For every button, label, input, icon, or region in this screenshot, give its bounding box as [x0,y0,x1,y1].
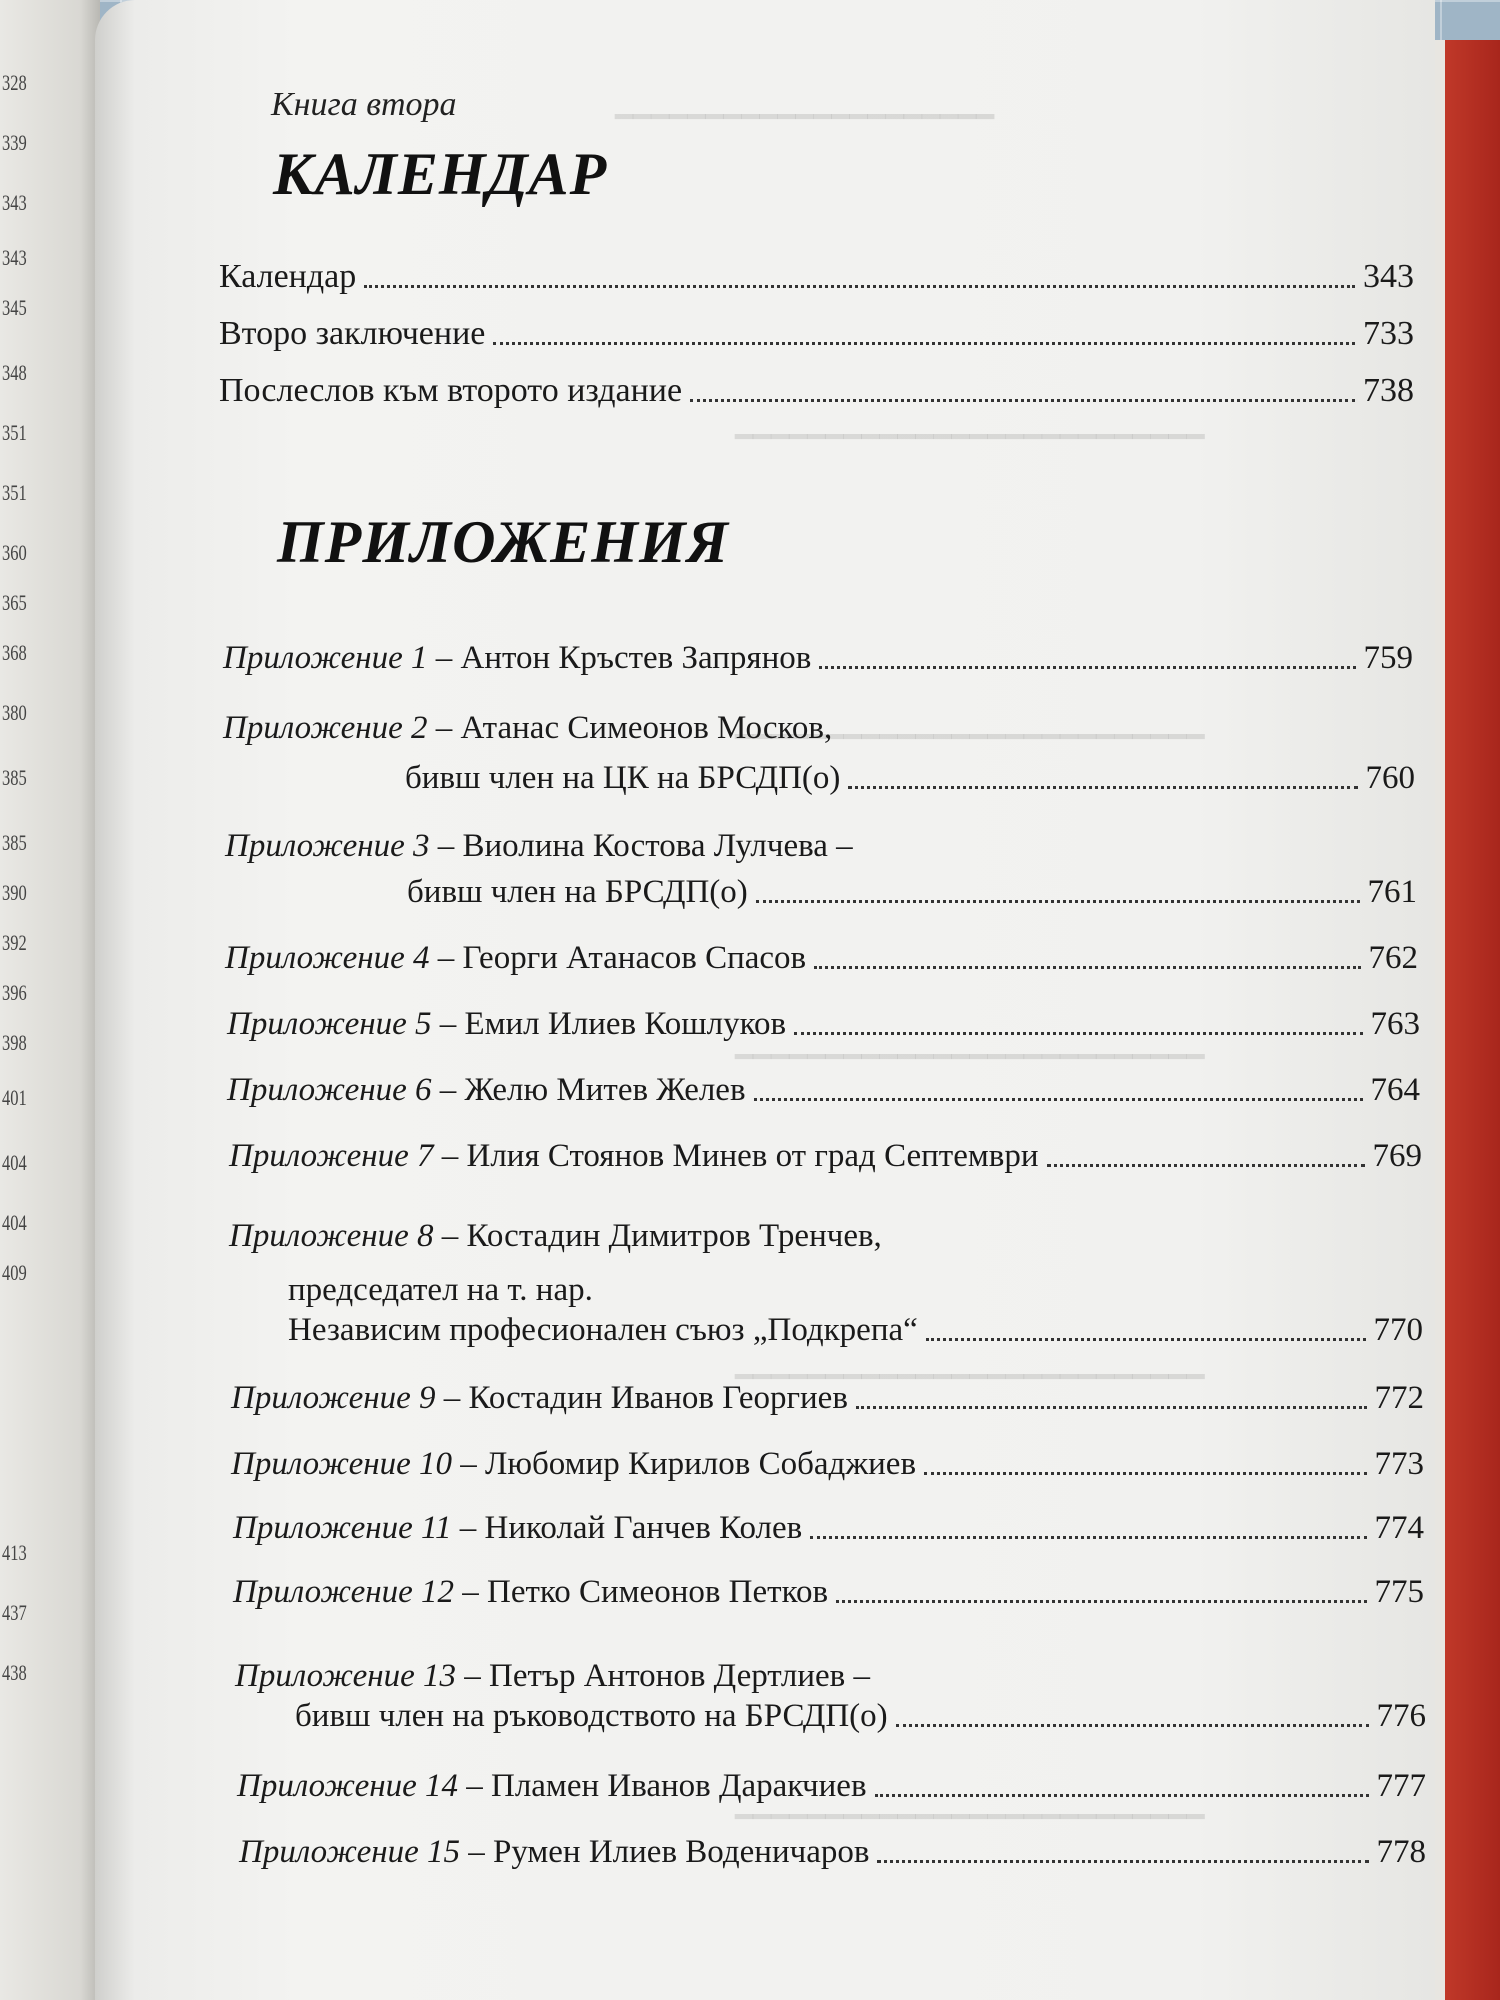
toc-entry-page: 777 [1376,1768,1426,1804]
toc-entry-continuation[interactable] [295,1698,1426,1735]
left-page-number: 398 [2,1030,27,1055]
left-page-number: 360 [2,540,27,565]
toc-entry-title [223,640,811,677]
toc-entry-page: 770 [1373,1312,1423,1348]
appendix-description: бивш член на ЦК на БРСДП(о) [405,760,841,796]
toc-entry-title [225,940,806,977]
book-part-label: Книга втора [271,86,457,123]
book-page [95,0,1435,2000]
toc-entry-title: Календар [219,258,357,295]
dash: – [435,640,453,676]
appendix-person: Емил Илиев Кошлуков [464,1006,787,1042]
left-page-number: 339 [2,130,27,155]
appendix-person: Румен Илиев Воденичаров [492,1834,870,1870]
dot-leader [493,342,1355,345]
show-through-shadow: ━━━━━━━━━━━━━━━━━━━━━━━━━━ [735,421,1205,454]
toc-entry-page: 774 [1374,1510,1424,1546]
toc-entry-page: 763 [1370,1006,1420,1042]
toc-entry[interactable] [237,1768,1426,1805]
appendix-prefix: Приложение 1 [223,640,428,676]
left-page-number: 385 [2,765,27,790]
toc-entry[interactable] [233,1510,1424,1547]
dash: – [439,1072,457,1108]
appendix-person: Пламен Иванов Даракчиев [490,1768,867,1804]
left-page-number: 413 [2,1540,27,1565]
left-page-number: 348 [2,360,27,385]
appendix-person: Николай Ганчев Колев [484,1510,803,1546]
appendix-description: председател на т. нар. [288,1272,593,1308]
appendix-person: Костадин Димитров Тренчев, [466,1218,882,1254]
toc-entry-page: 778 [1376,1834,1426,1870]
appendix-prefix: Приложение 11 [233,1510,452,1546]
dot-leader [754,1098,1363,1101]
appendix-person: Желю Митев Желев [464,1072,746,1108]
dot-leader [794,1032,1362,1035]
left-page-number: 409 [2,1260,27,1285]
toc-entry-page: 759 [1363,640,1413,676]
toc-entry-continuation[interactable] [407,874,1417,911]
toc-entry-first-line[interactable] [235,1658,870,1695]
dot-leader [924,1472,1366,1475]
toc-entry-title [227,1072,746,1109]
appendix-person: Георги Атанасов Спасов [462,940,807,976]
show-through-shadow: ━━━━━━━━━━━━━━━━━━━━━ [615,101,995,134]
dash: – [468,1834,485,1870]
dash: – [443,1380,461,1416]
appendix-description: Независим професионален съюз „Подкрепа“ [288,1312,918,1348]
show-through-shadow: ━━━━━━━━━━━━━━━━━━━━━━━━━━ [735,721,1205,754]
toc-entry-first-line[interactable] [225,828,853,865]
left-page-number: 365 [2,590,27,615]
toc-entry[interactable] [229,1138,1422,1175]
toc-entry-page: 769 [1372,1138,1422,1174]
left-page-number: 351 [2,480,27,505]
toc-entry[interactable] [227,1072,1420,1109]
toc-entry-first-line[interactable] [229,1218,882,1255]
dash: – [460,1446,477,1482]
toc-entry-page: 343 [1363,258,1414,295]
left-page-number: 343 [2,190,27,215]
dot-leader [875,1794,1369,1797]
dash: – [462,1574,479,1610]
toc-entry[interactable] [219,258,1414,296]
left-page-number: 351 [2,420,27,445]
show-through-shadow: ━━━━━━━━━━━━━━━━━━━━━━━━━━ [735,1361,1205,1394]
dot-leader [848,786,1357,789]
toc-entry[interactable] [219,372,1414,410]
toc-entry-page: 772 [1374,1380,1424,1416]
appendix-description: бивш член на ръководството на БРСДП(о) [295,1698,888,1734]
toc-entry-title [229,1138,1039,1175]
dash: – [439,1006,457,1042]
toc-entry-title [237,1768,867,1805]
toc-entry-title [231,1446,916,1483]
dash: – [464,1658,481,1694]
dot-leader [896,1724,1369,1727]
toc-entry-title [227,1006,786,1043]
toc-entry-continuation[interactable] [405,760,1415,797]
show-through-shadow: ━━━━━━━━━━━━━━━━━━━━━━━━━━ [735,1801,1205,1834]
dash: – [437,828,455,864]
section-title-appendices: ПРИЛОЖЕНИЯ [277,509,729,575]
toc-entry[interactable] [225,940,1418,977]
toc-entry-page: 738 [1363,372,1414,409]
dot-leader [364,285,1355,288]
dot-leader [756,900,1360,903]
appendix-prefix: Приложение 9 [231,1380,436,1416]
appendix-prefix: Приложение 8 [229,1218,434,1254]
dash: – [459,1510,477,1546]
dash: – [441,1138,459,1174]
left-page-number: 345 [2,295,27,320]
dot-leader [926,1338,1366,1341]
toc-entry[interactable] [227,1006,1420,1043]
dot-leader [1047,1164,1365,1167]
toc-entry-page: 761 [1367,874,1417,910]
toc-entry-title [239,1834,869,1871]
left-page-number: 380 [2,700,27,725]
toc-entry[interactable] [223,640,1413,677]
toc-entry-page: 762 [1368,940,1418,976]
dash: – [441,1218,459,1254]
appendix-prefix: Приложение 7 [229,1138,434,1174]
left-page-number: 404 [2,1150,27,1175]
appendix-person: Антон Кръстев Запрянов [460,640,812,676]
toc-entry-page: 773 [1374,1446,1424,1482]
appendix-description: бивш член на БРСДП(о) [407,874,748,910]
left-page-number: 437 [2,1600,27,1625]
toc-entry[interactable] [219,315,1414,353]
appendix-prefix: Приложение 5 [227,1006,432,1042]
left-page-number: 328 [2,70,27,95]
dash: – [437,940,455,976]
dot-leader [877,1860,1368,1863]
left-page-number: 385 [2,830,27,855]
toc-entry[interactable] [239,1834,1426,1871]
appendix-prefix: Приложение 12 [233,1574,454,1610]
dot-leader [856,1406,1367,1409]
left-facing-page [0,0,100,2000]
section-title-calendar: КАЛЕНДАР [273,141,608,207]
appendix-person: Костадин Иванов Георгиев [468,1380,848,1416]
toc-entry[interactable] [231,1380,1424,1417]
appendix-person: Виолина Костова Лулчева – [462,828,853,864]
left-page-number: 390 [2,880,27,905]
appendix-prefix: Приложение 6 [227,1072,432,1108]
appendix-prefix: Приложение 3 [225,828,430,864]
dash: – [466,1768,483,1804]
left-page-number: 368 [2,640,27,665]
left-page-number: 343 [2,245,27,270]
toc-entry-title: Второ заключение [219,315,486,352]
toc-entry-page: 733 [1363,315,1414,352]
toc-entry-page: 760 [1365,760,1415,796]
dot-leader [836,1600,1366,1603]
left-page-number: 404 [2,1210,27,1235]
dot-leader [810,1536,1366,1539]
toc-entry-page: 775 [1374,1574,1424,1610]
appendix-person: Петър Антонов Дертлиев – [488,1658,870,1694]
appendix-prefix: Приложение 2 [223,710,428,746]
appendix-person: Петко Симеонов Петков [486,1574,829,1610]
show-through-shadow: ━━━━━━━━━━━━━━━━━━━━━━━━━━ [735,1041,1205,1074]
appendix-person: Илия Стоянов Минев от град Септември [466,1138,1039,1174]
book-cover-edge [1440,40,1500,2000]
toc-entry-page: 764 [1370,1072,1420,1108]
appendix-prefix: Приложение 15 [239,1834,460,1870]
appendix-prefix: Приложение 13 [235,1658,456,1694]
toc-entry-title [233,1510,802,1547]
dot-leader [690,399,1355,402]
toc-entry-title: Послеслов към второто издание [219,372,683,409]
left-page-number: 396 [2,980,27,1005]
appendix-person: Любомир Кирилов Собаджиев [484,1446,917,1482]
appendix-prefix: Приложение 10 [231,1446,452,1482]
dot-leader [814,966,1360,969]
left-page-number: 401 [2,1085,27,1110]
appendix-prefix: Приложение 14 [237,1768,458,1804]
toc-entry-page: 776 [1376,1698,1426,1734]
toc-entry-title [233,1574,828,1611]
toc-entry-title [231,1380,848,1417]
dot-leader [819,666,1355,669]
appendix-prefix: Приложение 4 [225,940,430,976]
toc-entry-first-line[interactable] [223,710,832,747]
left-page-number: 438 [2,1660,27,1685]
appendix-person: Атанас Симеонов Москов, [460,710,833,746]
left-page-number: 392 [2,930,27,955]
toc-entry[interactable] [231,1446,1424,1483]
toc-entry[interactable] [233,1574,1424,1611]
dash: – [435,710,453,746]
toc-entry-continuation[interactable] [288,1312,1423,1349]
